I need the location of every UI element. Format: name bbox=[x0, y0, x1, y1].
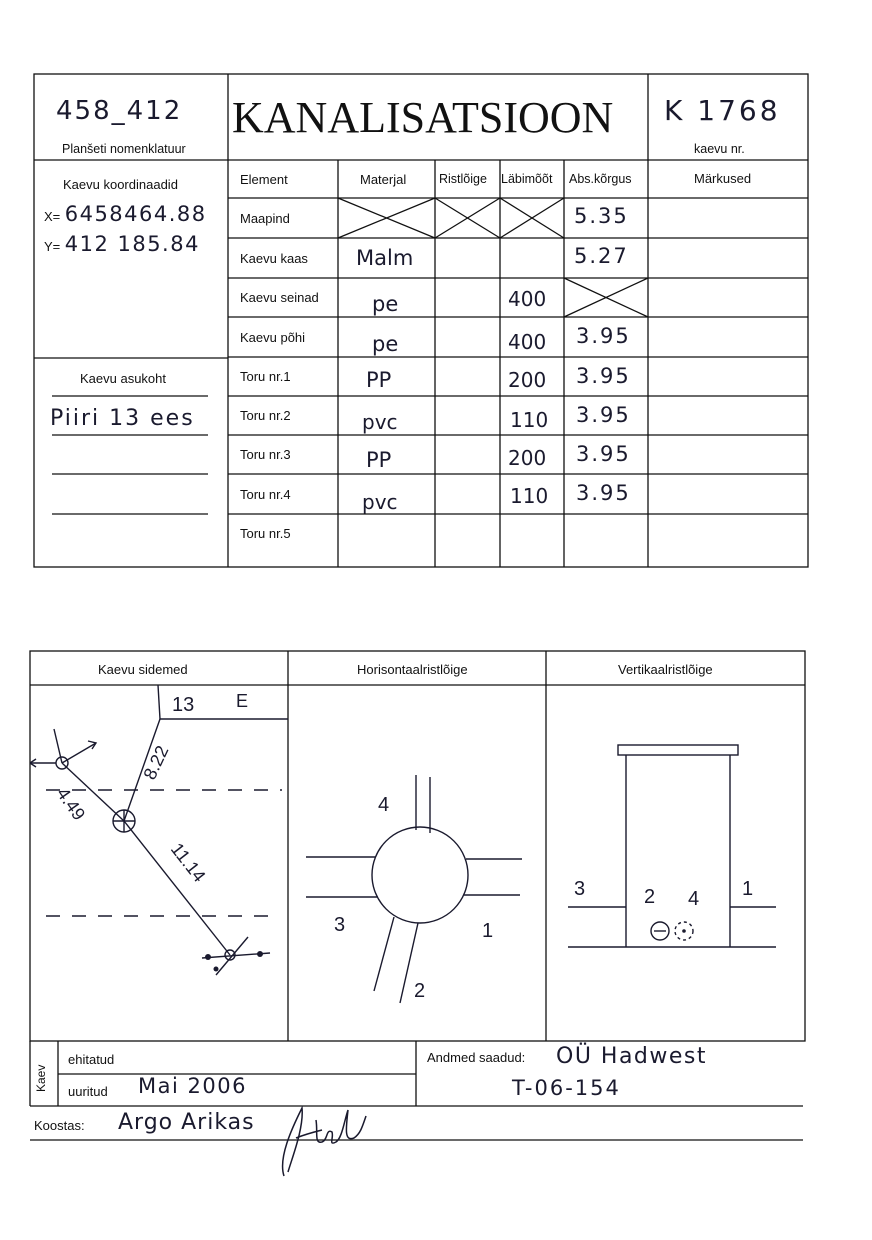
row-element: Kaevu kaas bbox=[240, 251, 308, 266]
col-header-cross-section: Ristlõige bbox=[439, 172, 487, 186]
well-number-label: kaevu nr. bbox=[694, 142, 745, 156]
well-number: K 1768 bbox=[664, 94, 781, 127]
row-material: PP bbox=[366, 448, 392, 472]
row-diameter: 110 bbox=[510, 484, 549, 508]
coordinate-y bbox=[44, 232, 200, 256]
row-diameter: 400 bbox=[508, 330, 547, 354]
row-element: Toru nr.2 bbox=[240, 408, 291, 423]
row-diameter: 400 bbox=[508, 287, 547, 311]
row-element: Toru nr.4 bbox=[240, 487, 291, 502]
vertical-pipe-3: 3 bbox=[574, 878, 586, 900]
row-material: pvc bbox=[362, 410, 398, 434]
tie-distance-1: 8.22 bbox=[139, 742, 173, 783]
row-element: Maapind bbox=[240, 211, 290, 226]
horizontal-pipe-4: 4 bbox=[378, 794, 390, 816]
plan-number-label: Planšeti nomenklatuur bbox=[62, 142, 186, 156]
tie-distance-2: 4.49 bbox=[52, 783, 90, 825]
horizontal-pipe-1: 1 bbox=[482, 920, 494, 942]
row-abs-height: 3.95 bbox=[576, 403, 631, 427]
ties-sketch bbox=[30, 685, 288, 1041]
vertical-section-label: Vertikaalristlõige bbox=[618, 662, 713, 677]
signature bbox=[262, 1098, 372, 1180]
author-label: Koostas: bbox=[34, 1118, 85, 1133]
col-header-abs-height: Abs.kõrgus bbox=[569, 172, 632, 186]
location-label: Kaevu asukoht bbox=[80, 371, 167, 386]
row-element: Kaevu põhi bbox=[240, 330, 306, 345]
surveyed-label: uuritud bbox=[68, 1084, 108, 1099]
row-diameter: 200 bbox=[508, 368, 547, 392]
coordinate-y-prefix: Y= bbox=[44, 239, 61, 254]
building-number: 13 bbox=[172, 694, 195, 716]
data-received-label: Andmed saadud: bbox=[427, 1050, 526, 1065]
row-abs-height: 3.95 bbox=[576, 364, 631, 388]
col-header-notes: Märkused bbox=[694, 171, 752, 186]
surveyed-value: Mai 2006 bbox=[138, 1074, 247, 1098]
row-abs-height: 5.35 bbox=[574, 204, 629, 228]
col-header-element: Element bbox=[240, 172, 288, 187]
col-header-diameter: Läbimõõt bbox=[501, 172, 553, 186]
location-value: Piiri 13 ees bbox=[50, 406, 195, 431]
data-source: OÜ Hadwest bbox=[556, 1044, 708, 1069]
row-element: Toru nr.5 bbox=[240, 526, 291, 541]
row-abs-height: 3.95 bbox=[576, 324, 631, 348]
author-name: Argo Arikas bbox=[118, 1110, 255, 1135]
row-abs-height: 3.95 bbox=[576, 481, 631, 505]
row-material: Malm bbox=[356, 246, 414, 270]
horizontal-section-sketch bbox=[288, 685, 546, 1041]
plan-number: 458_412 bbox=[56, 96, 183, 126]
vertical-pipe-1: 1 bbox=[742, 878, 754, 900]
row-element: Kaevu seinad bbox=[240, 290, 319, 305]
coordinate-y-value: 412 185.84 bbox=[64, 232, 200, 256]
row-abs-height: 5.27 bbox=[574, 244, 629, 268]
coordinate-x bbox=[44, 202, 207, 226]
horizontal-pipe-2: 2 bbox=[414, 980, 426, 1002]
well-side-label: Kaev bbox=[34, 1064, 48, 1092]
row-diameter: 200 bbox=[508, 446, 547, 470]
page-title: KANALISATSIOON bbox=[232, 93, 614, 142]
horizontal-section-label: Horisontaalristlõige bbox=[357, 662, 468, 677]
row-abs-height: 3.95 bbox=[576, 442, 631, 466]
coordinate-x-value: 6458464.88 bbox=[64, 202, 207, 226]
row-material: pe bbox=[372, 332, 399, 356]
built-label: ehitatud bbox=[68, 1052, 115, 1067]
row-element: Toru nr.1 bbox=[240, 369, 291, 384]
ties-sketch-label: Kaevu sidemed bbox=[98, 662, 188, 677]
row-element: Toru nr.3 bbox=[240, 447, 291, 462]
tie-distance-3: 11.14 bbox=[166, 839, 210, 886]
coordinate-x-prefix: X= bbox=[44, 209, 61, 224]
vertical-pipe-4: 4 bbox=[688, 888, 700, 910]
row-material: pe bbox=[372, 292, 399, 316]
row-material: pvc bbox=[362, 490, 398, 514]
horizontal-pipe-3: 3 bbox=[334, 914, 346, 936]
col-header-material: Materjal bbox=[360, 172, 407, 187]
building-side: E bbox=[236, 691, 249, 711]
vertical-section-sketch bbox=[546, 685, 805, 1041]
row-diameter: 110 bbox=[510, 408, 549, 432]
coordinates-label: Kaevu koordinaadid bbox=[63, 177, 178, 192]
row-material: PP bbox=[366, 368, 392, 392]
vertical-pipe-2: 2 bbox=[644, 886, 656, 908]
data-reference: T-06-154 bbox=[512, 1076, 621, 1100]
